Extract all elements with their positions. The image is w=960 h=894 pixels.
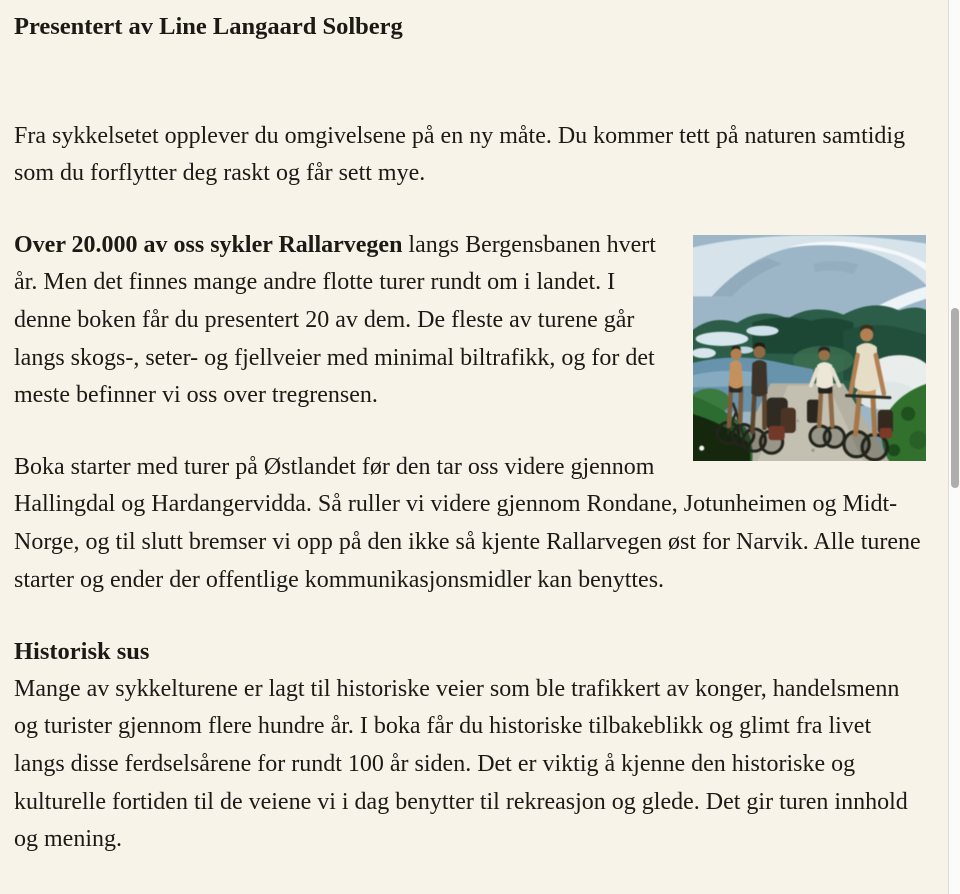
byline-heading: Presentert av Line Langaard Solberg bbox=[14, 13, 403, 40]
lead-paragraph-text: langs Bergensbanen hvert år. Men det finnes mange andre flotte turer rundt om i landet. I denne boken får du presentert 20 av dem. De fleste av turene går langs skogs-, seter- og fjellveier med minimal biltrafikk, og for det meste befinner vi oss over tregrensen. bbox=[14, 231, 656, 409]
lead-paragraph bbox=[14, 227, 926, 415]
scrollbar-thumb[interactable] bbox=[951, 308, 959, 488]
intro-paragraph: Fra sykkelsetet opplever du omgivelsene på en ny måte. Du kommer tett på naturen samtidig som du forflytter deg raskt og får sett mye. bbox=[14, 122, 906, 187]
route-paragraph: Boka starter med turer på Østlandet før den tar oss videre gjennom Hallingdal og Hardangervidda. Så ruller vi videre gjennom Rondane, Jotunheimen og Midt-Norge, og til slutt bremser vi opp på den ikke så kjente Rallarvegen øst for Narvik. Alle turene starter og ender der offentlige kommunikasjonsmidler kan benyttes. bbox=[14, 453, 921, 593]
history-heading: Historisk sus bbox=[14, 638, 150, 666]
lead-paragraph-bold: Over 20.000 av oss sykler Rallarvegen bbox=[14, 231, 403, 258]
cyclists-photo bbox=[693, 235, 926, 461]
article-content bbox=[14, 8, 926, 859]
history-paragraph: Mange av sykkelturene er lagt til historiske veier som ble trafikkert av konger, handelsmenn og turister gjennom flere hundre år. I boka får du historiske tilbakeblikk og glimt fra livet langs disse ferdselsårene for rundt 100 år siden. Det er viktig å kjenne den historiske og kulturelle fortiden til de veiene vi i dag benytter til rekreasjon og glede. Det gir turen innhold og mening. bbox=[14, 675, 908, 853]
vertical-scrollbar[interactable] bbox=[948, 0, 960, 894]
